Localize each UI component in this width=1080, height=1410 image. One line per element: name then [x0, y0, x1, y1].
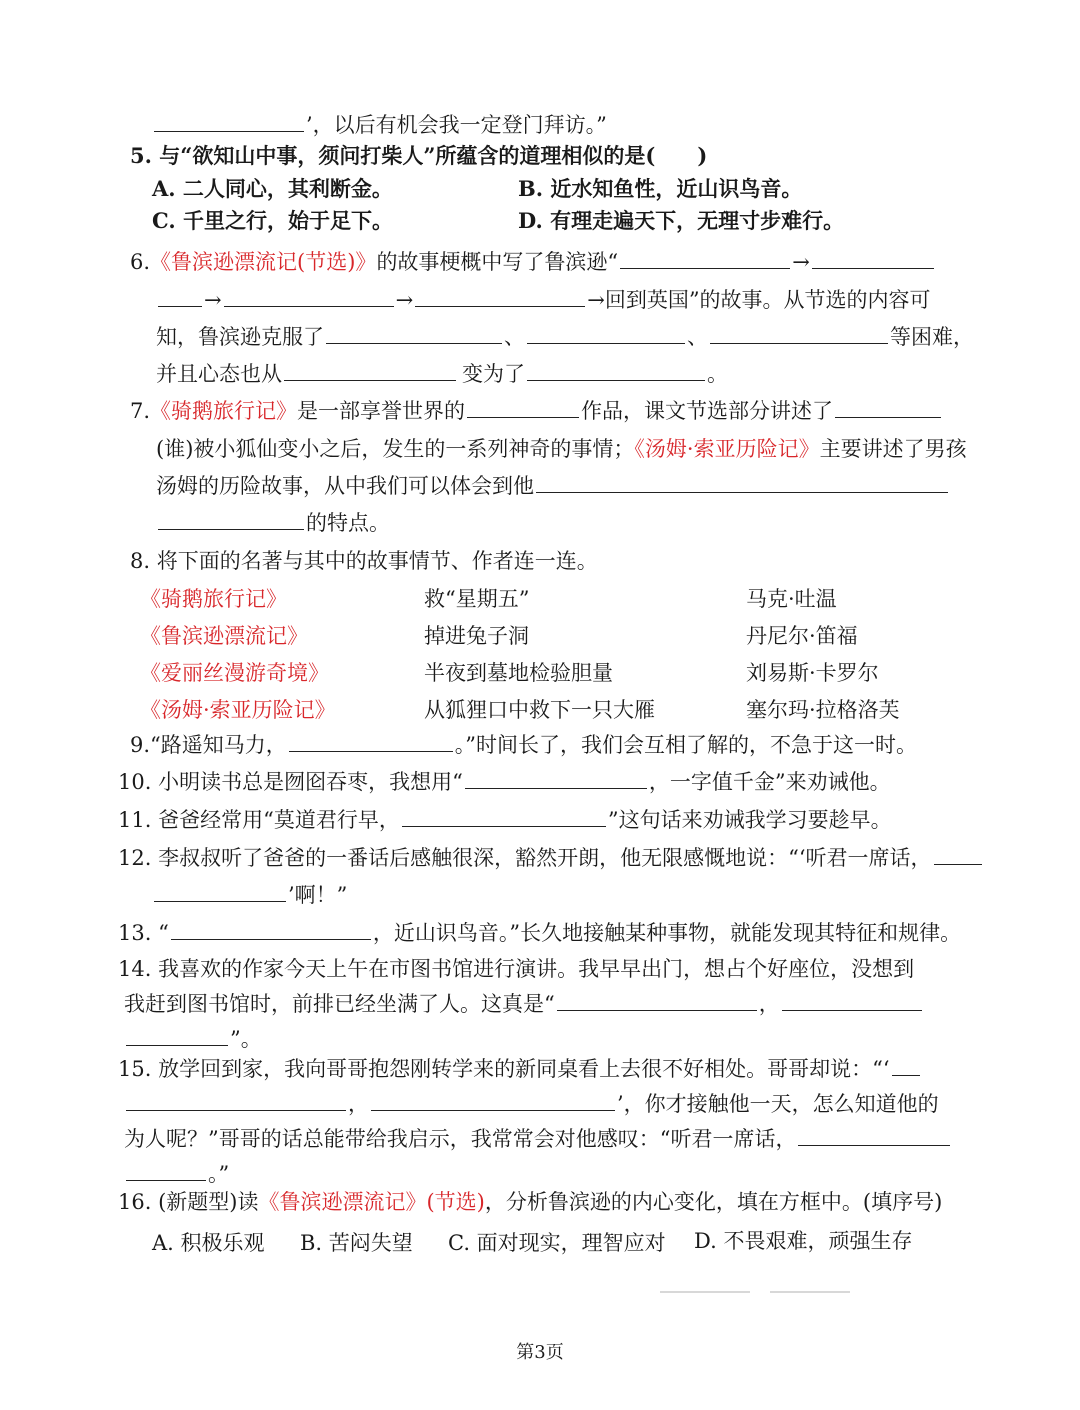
q15-line3 — [124, 1124, 952, 1154]
scan-speck — [770, 1291, 850, 1293]
q11-blank[interactable] — [402, 806, 606, 827]
q13-blank[interactable] — [171, 919, 371, 940]
q6-sep1: 、 — [504, 325, 525, 349]
q7-line4 — [156, 508, 390, 538]
q8-plot-2[interactable]: 掉进兔子洞 — [424, 624, 529, 648]
q7-blank2[interactable] — [835, 397, 941, 418]
q10-text1: 小明读书总是囫囵吞枣，我想用“ — [158, 770, 463, 794]
q11-text2: ”这句话来劝诫我学习要趁早。 — [607, 808, 892, 832]
q7-line3 — [156, 471, 950, 501]
q5-option-b[interactable]: B. 近水知鱼性，近山识鸟音。 — [518, 176, 803, 201]
q16-tag: (新题型)读 — [158, 1190, 259, 1214]
q6-blank4[interactable] — [224, 286, 394, 307]
q12-text1: 李叔叔听了爸爸的一番话后感触很深，豁然开朗，他无限感慨地说：“‘听君一席话， — [158, 846, 932, 870]
q14-line2 — [124, 989, 924, 1019]
q6-line3 — [156, 322, 974, 352]
q10-blank[interactable] — [465, 768, 647, 789]
q8-author-3[interactable]: 刘易斯·卡罗尔 — [746, 661, 879, 685]
q14-blank1[interactable] — [557, 990, 757, 1011]
q7-blank3[interactable] — [536, 472, 948, 493]
q14-text1: 我喜欢的作家今天上午在市图书馆进行演讲。我早早出门，想占个好座位，没想到 — [158, 957, 915, 981]
q15-line2 — [124, 1089, 939, 1119]
q6-blank6[interactable] — [326, 323, 502, 344]
q6-blank5[interactable] — [415, 286, 585, 307]
q6-blank2[interactable] — [812, 248, 934, 269]
q8-stem-text: 将下面的名著与其中的故事情节、作者连一连。 — [156, 549, 598, 573]
q15-text5: 。” — [208, 1162, 230, 1186]
q16-text1: ，分析鲁滨逊的内心变化，填在方框中。(填序号) — [484, 1190, 943, 1214]
q7-blank4[interactable] — [158, 509, 304, 530]
q7-blank1[interactable] — [467, 397, 579, 418]
q15-blank4[interactable] — [798, 1125, 950, 1146]
q8-plot-1[interactable]: 救“星期五” — [424, 587, 530, 611]
q14-blank3[interactable] — [126, 1025, 228, 1046]
q12-line2 — [152, 880, 347, 910]
q7-line2 — [156, 434, 967, 464]
q4-tail-text: ’，以后有机会我一定登门拜访。” — [306, 113, 607, 137]
q12-text2: ’啊！” — [288, 883, 348, 907]
q6-text6: 变为了 — [462, 362, 525, 386]
q8-author-1[interactable]: 马克·吐温 — [746, 587, 837, 611]
q8-stem — [130, 546, 598, 576]
q7-text6: 的特点。 — [306, 511, 390, 535]
q16-number: 16. — [118, 1190, 152, 1214]
q15-text2: ， — [348, 1092, 369, 1116]
scan-speck — [660, 1291, 750, 1293]
q14-text2: 我赶到图书馆时，前排已经坐满了人。这真是“ — [124, 992, 555, 1016]
q6-text7: 。 — [707, 362, 728, 386]
q11-text1: 爸爸经常用“莫道君行早， — [158, 808, 400, 832]
q16-option-c: C. 面对现实，理智应对 — [448, 1231, 666, 1255]
q7-text4: 主要讲述了男孩 — [819, 437, 967, 461]
q6-text3: 知，鲁滨逊克服了 — [156, 325, 324, 349]
q10-text2: ，一字值千金”来劝诫他。 — [648, 770, 891, 794]
q15-blank5[interactable] — [126, 1160, 206, 1181]
q5-stem — [130, 141, 707, 171]
q11-number: 11. — [118, 808, 152, 832]
q13-text1: “ — [158, 921, 169, 945]
q6-number: 6. — [130, 250, 151, 274]
q5-option-a[interactable]: A. 二人同心，其利断金。 — [152, 176, 393, 201]
q6-line4 — [156, 359, 728, 389]
q14-blank2[interactable] — [782, 990, 922, 1011]
q6-arrow3: → — [395, 288, 414, 312]
q10-number: 10. — [118, 770, 152, 794]
q7-line1 — [130, 396, 943, 426]
q14-line3 — [124, 1024, 262, 1054]
q6-blank3[interactable] — [158, 286, 202, 307]
q12-number: 12. — [118, 846, 152, 870]
q8-author-2[interactable]: 丹尼尔·笛福 — [746, 624, 858, 648]
q5-stem-text: 与“欲知山中事，须问打柴人”所蕴含的道理相似的是( ) — [159, 143, 708, 168]
q6-book-title: 《鲁滨逊漂流记(节选)》 — [150, 250, 377, 274]
q7-text2: 作品，课文节选部分讲述了 — [581, 399, 834, 423]
q4-tail — [152, 110, 607, 140]
q6-line2 — [156, 285, 931, 315]
q8-book-3[interactable]: 《爱丽丝漫游奇境》 — [140, 661, 329, 685]
q9-text2: 。”时间长了，我们会互相了解的，不急于这一时。 — [454, 733, 918, 757]
page-number: 第3页 — [516, 1342, 564, 1363]
q9 — [130, 730, 917, 760]
q7-book2: 《汤姆·索亚历险记》 — [634, 437, 820, 461]
q16-option-b: B. 苦闷失望 — [300, 1231, 413, 1255]
q15-blank2[interactable] — [126, 1090, 346, 1111]
q8-book-4[interactable]: 《汤姆·索亚历险记》 — [140, 698, 336, 722]
q8-book-2[interactable]: 《鲁滨逊漂流记》 — [140, 624, 308, 648]
q15-blank3[interactable] — [371, 1090, 615, 1111]
q5-option-d[interactable]: D. 有理走遍天下，无理寸步难行。 — [518, 208, 845, 233]
q14-text4: ”。 — [230, 1027, 262, 1051]
q15-text1: 放学回到家，我向哥哥抱怨刚转学来的新同桌看上去很不好相处。哥哥却说：“‘ — [158, 1057, 890, 1081]
q16-option-a: A. 积极乐观 — [152, 1231, 265, 1255]
q6-blank9[interactable] — [284, 360, 456, 381]
q11 — [118, 805, 892, 835]
q7-text5: 汤姆的历险故事，从中我们可以体会到他 — [156, 474, 534, 498]
q15-blank1[interactable] — [892, 1055, 920, 1076]
q6-sep2: 、 — [687, 325, 708, 349]
q5-option-c[interactable]: C. 千里之行，始于足下。 — [152, 208, 393, 233]
q8-plot-3[interactable]: 半夜到墓地检验胆量 — [424, 661, 613, 685]
q4-blank[interactable] — [154, 111, 304, 132]
q6-text1: 的故事梗概中写了鲁滨逊“ — [376, 250, 619, 274]
q16-option-d: D. 不畏艰难，顽强生存 — [694, 1229, 913, 1253]
q15-line1 — [118, 1054, 922, 1084]
q12-blank1[interactable] — [934, 844, 982, 865]
q13-text2: ，近山识鸟音。”长久地接触某种事物，就能发现其特征和规律。 — [372, 921, 962, 945]
q15-text3: ’，你才接触他一天，怎么知道他的 — [617, 1092, 939, 1116]
q6-line1 — [130, 247, 936, 277]
q13-number: 13. — [118, 921, 152, 945]
q15-text4: 为人呢？”哥哥的话总能带给我启示，我常常会对他感叹：“听君一席话， — [124, 1127, 797, 1151]
q5-number: 5. — [130, 143, 152, 168]
q13 — [118, 918, 961, 948]
q6-blank7[interactable] — [527, 323, 685, 344]
q6-text2: →回到英国”的故事。从节选的内容可 — [587, 288, 931, 312]
q7-text3: (谁)被小狐仙变小之后，发生的一系列神奇的事情； — [156, 437, 635, 461]
q9-blank[interactable] — [289, 731, 453, 752]
q8-author-4[interactable]: 塞尔玛·拉格洛芙 — [746, 698, 900, 722]
q8-book-1[interactable]: 《骑鹅旅行记》 — [140, 587, 287, 611]
q14-number: 14. — [118, 957, 152, 981]
q9-text1: “路遥知马力， — [150, 733, 287, 757]
q6-arrow2: → — [204, 288, 222, 312]
q10 — [118, 767, 891, 797]
q12-blank2[interactable] — [154, 881, 286, 902]
q6-text4: 等困难， — [890, 325, 974, 349]
q7-book1: 《骑鹅旅行记》 — [150, 399, 298, 423]
q6-blank8[interactable] — [710, 323, 888, 344]
q12-line1 — [118, 843, 984, 873]
q15-number: 15. — [118, 1057, 152, 1081]
q6-blank10[interactable] — [527, 360, 705, 381]
q15-line4 — [124, 1159, 229, 1189]
q16-stem — [118, 1187, 942, 1217]
q8-number: 8. — [130, 549, 151, 573]
q14-text3: ， — [758, 992, 780, 1016]
q9-number: 9. — [130, 733, 151, 757]
q7-text1: 是一部享誉世界的 — [297, 399, 466, 423]
q6-text5: 并且心态也从 — [156, 362, 282, 386]
q14-line1 — [118, 954, 914, 984]
q16-book: 《鲁滨逊漂流记》(节选) — [258, 1190, 485, 1214]
q6-blank1[interactable] — [620, 248, 790, 269]
q8-plot-4[interactable]: 从狐狸口中救下一只大雁 — [424, 698, 655, 722]
q7-number: 7. — [130, 399, 151, 423]
q6-arrow1: → — [792, 250, 810, 274]
